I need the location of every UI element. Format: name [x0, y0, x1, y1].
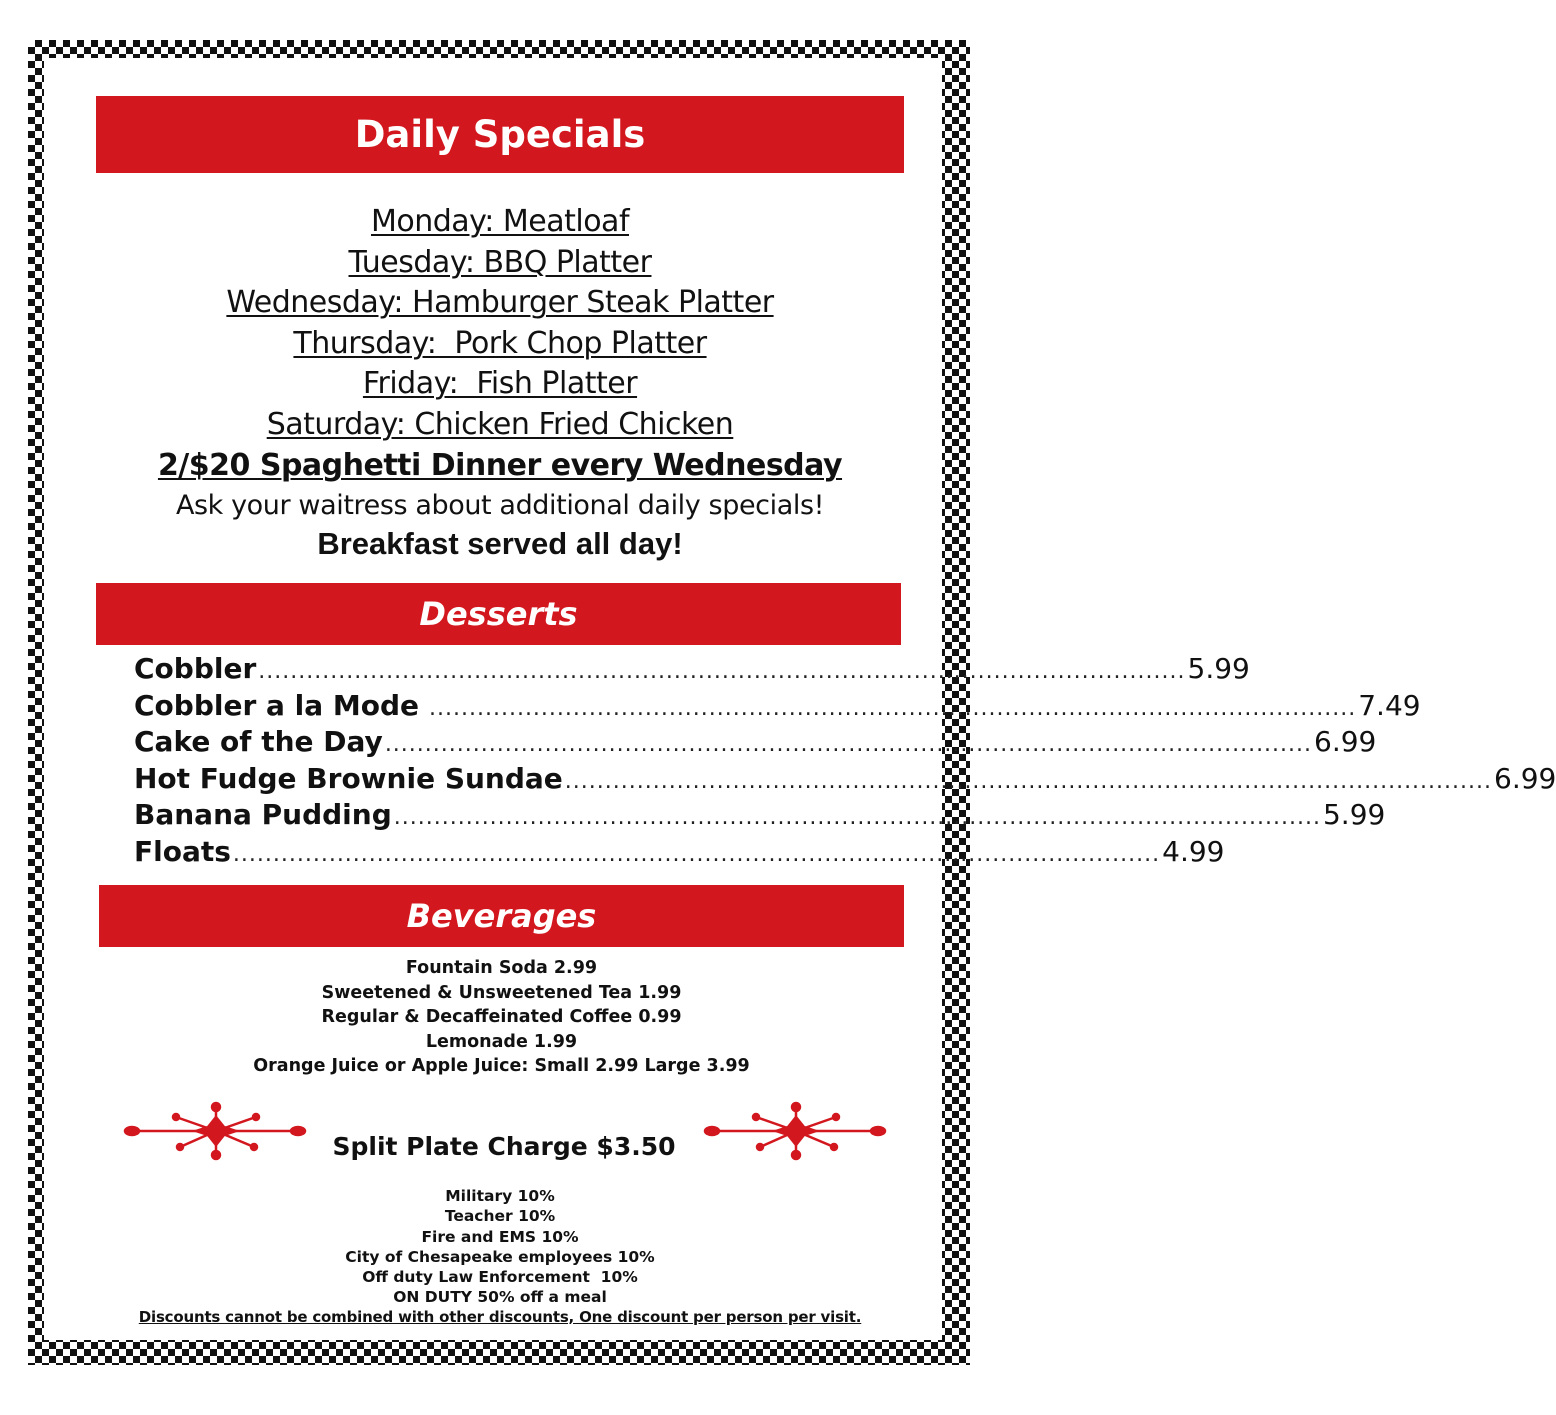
dot-leader: ....................................................................................................................: [258, 659, 1186, 684]
special-friday: Friday: Fish Platter: [362, 366, 638, 401]
discount-item: Fire and EMS 10%: [421, 1227, 579, 1246]
dessert-price: 4.99: [1162, 834, 1225, 868]
dessert-name: Cobbler a la Mode: [134, 688, 420, 722]
dot-leader: ....................................................................................................................: [564, 768, 1492, 794]
discount-item: Off duty Law Enforcement 10%: [362, 1268, 638, 1287]
beverage-item: Fountain Soda 2.99: [405, 958, 598, 978]
dot-leader: ....................................................................................................................: [384, 732, 1313, 758]
discount-item: Teacher 10%: [444, 1207, 556, 1226]
special-monday: Monday: Meatloaf: [370, 204, 629, 239]
special-thursday: Thursday: Pork Chop Platter: [293, 325, 707, 361]
dessert-item: [134, 834, 1225, 872]
daily-specials-list: [96, 202, 904, 445]
beverage-item: Orange Juice or Apple Juice: Small 2.99 Large 3.99: [253, 1056, 750, 1076]
discount-item: ON DUTY 50% off a meal: [393, 1288, 607, 1307]
dessert-price: 6.99: [1314, 725, 1377, 759]
beverages-list: [99, 956, 904, 1079]
beverages-title: Beverages: [406, 897, 597, 935]
beverage-item: Lemonade 1.99: [425, 1031, 578, 1052]
dessert-item: [134, 688, 1421, 726]
breakfast-note: Breakfast served all day!: [317, 526, 683, 561]
dessert-item: [134, 798, 1386, 835]
discount-note: Discounts cannot be combined with other discounts, One discount per person per visit.: [138, 1308, 862, 1326]
beverages-banner: [99, 885, 904, 947]
special-tuesday: Tuesday: BBQ Platter: [348, 244, 652, 280]
beverage-item: Regular & Decaffeinated Coffee 0.99: [321, 1007, 682, 1027]
discount-item: City of Chesapeake employees 10%: [345, 1247, 655, 1266]
ask-waitress-note: Ask your waitress about additional daily specials!: [175, 490, 825, 521]
special-wednesday: Wednesday: Hamburger Steak Platter: [226, 285, 774, 320]
dessert-item: [134, 761, 1556, 799]
dot-leader: ....................................................................................................................: [232, 841, 1161, 867]
discounts-list: [96, 1186, 904, 1308]
split-plate-charge: Split Plate Charge $3.50: [332, 1132, 676, 1161]
dessert-item: [134, 652, 1250, 689]
starburst-icon: [704, 1103, 886, 1159]
dot-leader: ....................................................................................................................: [421, 695, 1357, 721]
daily-specials-title: Daily Specials: [354, 113, 646, 156]
special-saturday: Saturday: Chicken Fried Chicken: [266, 406, 734, 442]
dessert-price: 6.99: [1494, 761, 1556, 795]
desserts-banner: [96, 583, 901, 645]
dessert-price: 5.99: [1187, 652, 1250, 685]
dessert-name: Cobbler: [134, 652, 257, 685]
discount-item: Military 10%: [445, 1187, 555, 1205]
dessert-name: Banana Pudding: [134, 798, 392, 832]
desserts-list: [134, 652, 1556, 872]
dessert-name: Hot Fudge Brownie Sundae: [134, 761, 563, 795]
dot-leader: ....................................................................................................................: [393, 805, 1321, 831]
dessert-price: 7.49: [1358, 688, 1421, 722]
dessert-price: 5.99: [1322, 798, 1386, 832]
dessert-name: Cake of the Day: [134, 725, 383, 759]
dessert-name: Floats: [134, 834, 231, 868]
daily-specials-banner: [96, 96, 904, 173]
beverage-item: Sweetened & Unsweetened Tea 1.99: [321, 982, 682, 1003]
starburst-icon: [124, 1103, 306, 1159]
desserts-title: Desserts: [419, 595, 578, 633]
spaghetti-promo: 2/$20 Spaghetti Dinner every Wednesday: [157, 448, 843, 483]
dessert-item: [134, 725, 1377, 762]
